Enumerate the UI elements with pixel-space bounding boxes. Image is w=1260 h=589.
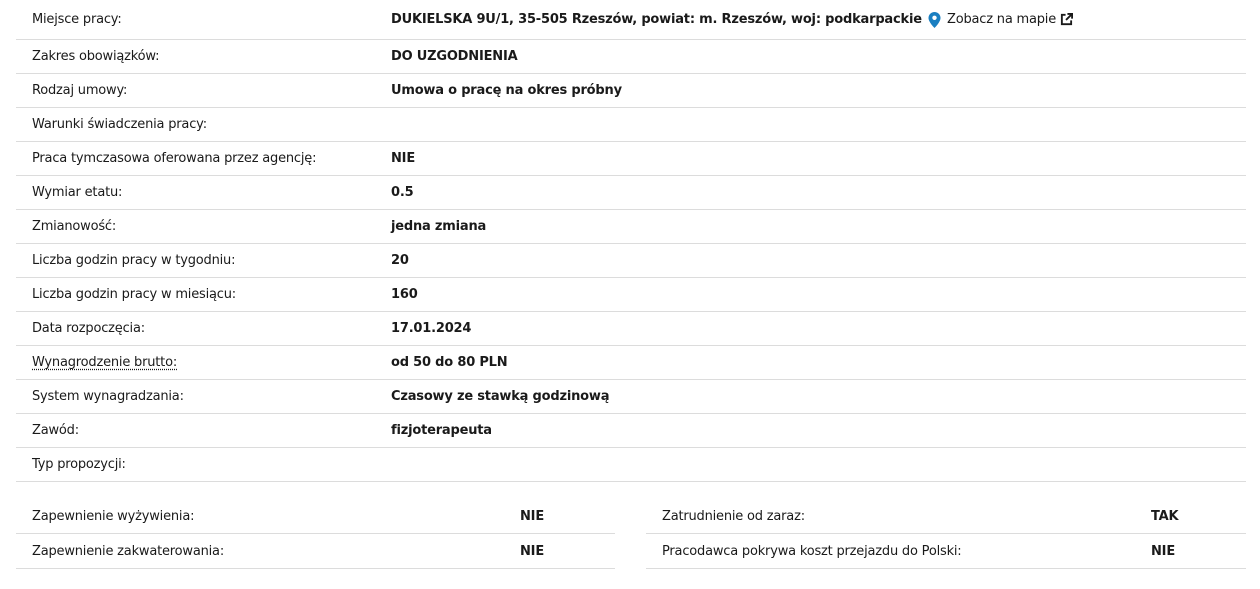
travel-cost-covered-value: NIE [1151, 543, 1175, 559]
shifts-value: jedna zmiana [391, 219, 487, 234]
row-monthly-hours [16, 278, 1246, 312]
row-work-location [16, 0, 1246, 40]
work-conditions-label: Warunki świadczenia pracy: [32, 117, 207, 132]
pay-system-label: System wynagradzania: [32, 389, 184, 404]
monthly-hours-label: Liczba godzin pracy w miesiącu: [32, 287, 236, 302]
contract-type-label: Rodzaj umowy: [32, 83, 128, 98]
row-responsibilities [16, 40, 1246, 74]
row-work-conditions [16, 108, 1246, 142]
responsibilities-value: DO UZGODNIENIA [391, 49, 518, 64]
weekly-hours-label: Liczba godzin pracy w tygodniu: [32, 253, 236, 268]
row-contract-type [16, 74, 1246, 108]
weekly-hours-value: 20 [391, 253, 409, 268]
meals-provided-label: Zapewnienie wyżywienia: [32, 508, 195, 524]
shifts-label: Zmianowość: [32, 219, 117, 234]
row-pay-system [16, 380, 1246, 414]
profession-value: fizjoterapeuta [391, 423, 492, 438]
row-accommodation-provided [16, 534, 615, 569]
row-start-date [16, 312, 1246, 346]
work-location-value: DUKIELSKA 9U/1, 35-505 Rzeszów, powiat: m. Rzeszów, woj: podkarpackie [391, 12, 922, 27]
gross-salary-label[interactable]: Wynagrodzenie brutto: [32, 355, 178, 370]
immediate-employment-value: TAK [1151, 508, 1179, 524]
row-temporary-agency [16, 142, 1246, 176]
view-on-map-link[interactable] [928, 0, 1073, 39]
view-on-map-label: Zobacz na mapie [947, 12, 1057, 27]
map-pin-icon [928, 12, 941, 28]
row-employment-fraction [16, 176, 1246, 210]
offer-type-label: Typ propozycji: [32, 457, 126, 472]
external-link-icon [1060, 13, 1073, 26]
accommodation-provided-value: NIE [520, 543, 544, 559]
employment-fraction-label: Wymiar etatu: [32, 185, 123, 200]
job-details-table [16, 0, 1246, 482]
employment-fraction-value: 0.5 [391, 185, 414, 200]
extra-details-left [16, 499, 615, 569]
row-meals-provided [16, 499, 615, 534]
start-date-value: 17.01.2024 [391, 321, 472, 336]
row-shifts [16, 210, 1246, 244]
row-gross-salary [16, 346, 1246, 380]
gross-salary-value: od 50 do 80 PLN [391, 355, 508, 370]
monthly-hours-value: 160 [391, 287, 418, 302]
start-date-label: Data rozpoczęcia: [32, 321, 145, 336]
row-immediate-employment [646, 499, 1246, 534]
profession-label: Zawód: [32, 423, 79, 438]
contract-type-value: Umowa o pracę na okres próbny [391, 83, 622, 98]
row-travel-cost-covered [646, 534, 1246, 569]
row-weekly-hours [16, 244, 1246, 278]
extra-details-right [646, 499, 1246, 569]
temporary-agency-value: NIE [391, 151, 415, 166]
work-location-label: Miejsce pracy: [32, 12, 122, 27]
immediate-employment-label: Zatrudnienie od zaraz: [662, 508, 805, 524]
responsibilities-label: Zakres obowiązków: [32, 49, 160, 64]
pay-system-value: Czasowy ze stawką godzinową [391, 389, 610, 404]
meals-provided-value: NIE [520, 508, 544, 524]
accommodation-provided-label: Zapewnienie zakwaterowania: [32, 543, 225, 559]
row-offer-type [16, 448, 1246, 482]
temporary-agency-label: Praca tymczasowa oferowana przez agencję: [32, 151, 317, 166]
row-profession [16, 414, 1246, 448]
travel-cost-covered-label: Pracodawca pokrywa koszt przejazdu do Polski: [662, 543, 962, 559]
